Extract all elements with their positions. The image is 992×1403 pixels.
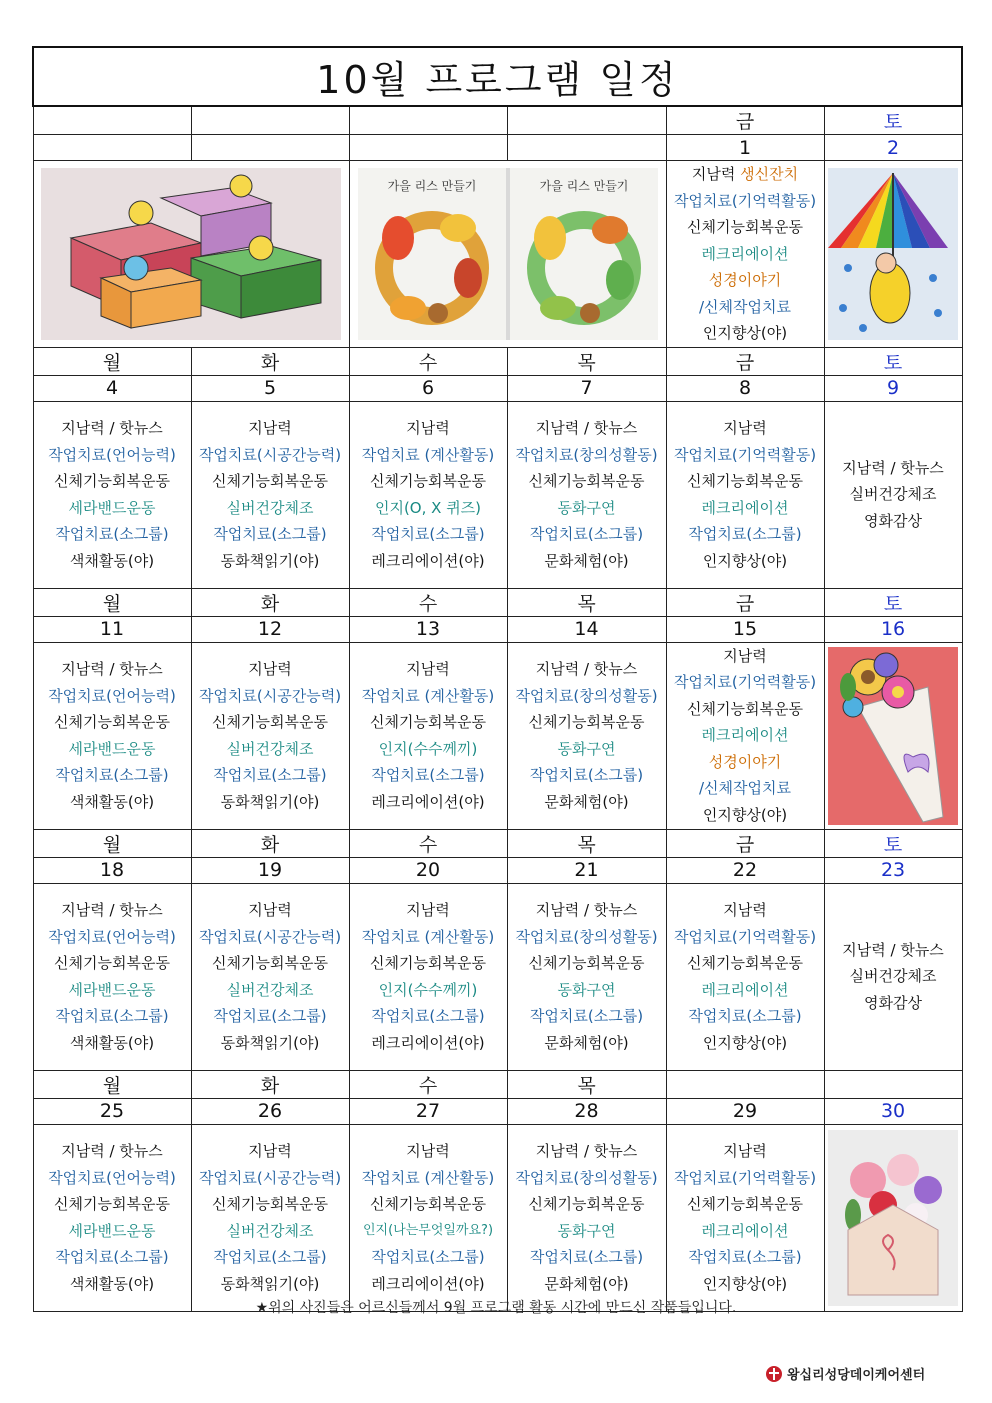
activity-item: 인지(수수께끼) — [378, 739, 478, 758]
activity-item: 작업치료 (계산활동) — [361, 445, 495, 464]
activity-item: 성경이야기 — [708, 752, 782, 771]
dow-cell: 화 — [191, 829, 349, 857]
activity-item: 신체기능회복운동 — [54, 472, 170, 490]
activity-item: 색채활동(야) — [69, 551, 155, 570]
activity-item: 영화감상 — [864, 511, 923, 530]
activity-item: 작업치료(시공간능력) — [198, 927, 342, 946]
activity-item: 지남력 — [248, 1142, 292, 1160]
activity-cell-friday — [666, 401, 824, 588]
activity-item: 지남력 / 핫뉴스 — [61, 660, 163, 678]
activity-item: 신체기능회복운동 — [528, 954, 645, 972]
activity-item: 동화구연 — [557, 498, 616, 517]
dow-cell: 목 — [507, 588, 666, 616]
activity-item: 지남력 / 핫뉴스 — [842, 940, 944, 959]
activity-cell-monday — [33, 883, 191, 1070]
activity-item: 신체기능회복운동 — [528, 1195, 645, 1213]
activity-item: 작업치료(소그룹) — [371, 1007, 485, 1025]
activity-item: 작업치료(기억력활동) — [673, 673, 817, 692]
activity-item: 색채활동(야) — [69, 1033, 155, 1052]
activity-item: 작업치료(소그룹) — [55, 1248, 169, 1266]
date-cell-saturday: 30 — [824, 1098, 962, 1124]
activity-item: 작업치료(소그룹) — [371, 1248, 485, 1266]
wreath-photo-label: 가을 리스 만들기 — [539, 178, 628, 193]
activity-item: 작업치료(창의성활동) — [515, 686, 658, 705]
activity-item: 작업치료(소그룹) — [529, 1007, 644, 1025]
activity-item: 신체기능회복운동 — [687, 472, 803, 490]
dow-cell: 금 — [666, 347, 824, 375]
center-logo — [765, 1364, 925, 1383]
activity-item: 동화책읽기(야) — [220, 1274, 320, 1293]
activity-item: 신체기능회복운동 — [528, 472, 645, 490]
activity-item: 작업치료(기억력활동) — [673, 1168, 817, 1187]
activity-item: 신체기능회복운동 — [54, 713, 170, 731]
date-cell: 4 — [33, 375, 191, 401]
dow-cell-saturday: 토 — [824, 106, 962, 135]
activity-cell-tuesday — [191, 642, 349, 829]
dow-cell: 수 — [349, 1070, 507, 1098]
date-cell: 25 — [33, 1098, 191, 1124]
activity-item: 작업치료(창의성활동) — [515, 1168, 658, 1187]
photo-cell-flower-bouquet — [824, 642, 962, 829]
dow-cell: 목 — [507, 347, 666, 375]
page-title: 10월 프로그램 일정 — [316, 58, 679, 102]
activity-item: 세라밴드운동 — [68, 1221, 156, 1240]
activity-item: 지남력 — [406, 419, 450, 437]
date-cell-saturday: 23 — [824, 857, 962, 883]
activity-item: 지남력 — [406, 660, 450, 678]
activity-item: 작업치료(소그룹) — [529, 525, 644, 543]
activity-item: 지남력 — [723, 419, 767, 437]
activity-item: 세라밴드운동 — [68, 739, 156, 758]
activity-item: 작업치료(소그룹) — [55, 766, 169, 784]
activity-item: 지남력 / 핫뉴스 — [535, 660, 638, 678]
center-emblem-icon — [765, 1365, 783, 1383]
date-cell: 21 — [507, 857, 666, 883]
activity-item: 지남력 — [691, 165, 736, 183]
activity-item: 작업치료(소그룹) — [529, 766, 644, 784]
activity-item: 영화감상 — [864, 993, 923, 1012]
activity-item: 지남력 / 핫뉴스 — [61, 1142, 163, 1160]
activity-item: 작업치료(기억력활동) — [673, 927, 817, 946]
dow-cell: 월 — [33, 588, 191, 616]
activity-item: 동화구연 — [557, 1221, 616, 1240]
dow-cell: 금 — [666, 106, 824, 135]
activity-item: 동화책읽기(야) — [220, 792, 320, 811]
activity-item: 실버건강체조 — [226, 498, 314, 517]
dow-cell: 목 — [507, 1070, 666, 1098]
activity-item: 실버건강체조 — [226, 1221, 314, 1240]
date-cell: 15 — [666, 616, 824, 642]
activity-cell-tuesday — [191, 401, 349, 588]
activity-item: 작업치료(소그룹) — [688, 1248, 802, 1266]
activity-item: 인지향상(야) — [702, 324, 788, 342]
dow-cell: 금 — [666, 829, 824, 857]
activity-item: 신체기능회복운동 — [212, 713, 328, 731]
activity-item: 인지향상(야) — [702, 805, 788, 824]
umbrella-artwork-image — [828, 168, 958, 340]
activity-cell-wednesday — [349, 401, 507, 588]
activity-item: 색채활동(야) — [69, 792, 155, 811]
activity-cell-friday — [666, 1124, 824, 1311]
activity-item: 지남력 — [723, 901, 767, 919]
activity-item: 지남력 — [723, 646, 767, 665]
activity-item: 인지향상(야) — [702, 551, 788, 570]
activity-item: 문화체험(야) — [544, 792, 629, 811]
dow-cell — [191, 106, 349, 135]
activity-item: 동화구연 — [557, 980, 616, 999]
date-cell: 29 — [666, 1098, 824, 1124]
dow-cell: 목 — [507, 829, 666, 857]
dow-cell: 수 — [349, 829, 507, 857]
activity-item: 지남력 / 핫뉴스 — [535, 419, 638, 437]
activity-item: 인지(O, X 퀴즈) — [374, 498, 482, 517]
activity-item: 작업치료(언어능력) — [48, 445, 176, 464]
date-cell: 20 — [349, 857, 507, 883]
activity-item-birthday: 생신잔치 — [740, 165, 799, 183]
date-cell: 27 — [349, 1098, 507, 1124]
date-cell: 14 — [507, 616, 666, 642]
activity-item: 지남력 / 핫뉴스 — [535, 901, 638, 919]
activity-item: 작업치료(소그룹) — [371, 525, 485, 543]
activity-item: 레크리에이션 — [701, 1221, 789, 1240]
activity-item: 작업치료(기억력활동) — [673, 445, 817, 464]
activity-item: 작업치료(소그룹) — [529, 1248, 644, 1266]
activity-item: 지남력 — [406, 901, 450, 919]
activity-cell-thursday — [507, 1124, 666, 1311]
activity-item: 지남력 — [248, 660, 292, 678]
activity-cell-wednesday — [349, 883, 507, 1070]
activity-item: 신체기능회복운동 — [370, 954, 486, 972]
activity-item: 지남력 / 핫뉴스 — [535, 1142, 638, 1160]
flower-pocket-artwork-image — [828, 1130, 958, 1306]
photo-cell-flower-pocket — [824, 1124, 962, 1311]
activity-cell-tuesday — [191, 1124, 349, 1311]
date-cell — [191, 135, 349, 161]
activity-item: 작업치료(기억력활동) — [673, 191, 817, 210]
activity-item: 인지향상(야) — [702, 1033, 788, 1052]
activity-item: 지남력 / 핫뉴스 — [842, 458, 944, 477]
activity-item: 신체기능회복운동 — [370, 1195, 486, 1213]
date-cell-saturday: 2 — [824, 135, 962, 161]
activity-item: 작업치료(소그룹) — [55, 1007, 169, 1025]
date-cell: 12 — [191, 616, 349, 642]
dow-cell — [666, 1070, 824, 1098]
activity-item: 신체기능회복운동 — [54, 954, 170, 972]
activity-item: /신체작업치료 — [699, 779, 791, 798]
activity-item: 신체기능회복운동 — [370, 472, 486, 490]
activity-item: 세라밴드운동 — [68, 498, 156, 517]
activity-item: 신체기능회복운동 — [528, 713, 645, 731]
dow-cell: 수 — [349, 588, 507, 616]
activity-item: 실버건강체조 — [849, 967, 937, 986]
activity-cell-thursday — [507, 401, 666, 588]
activity-item: 신체기능회복운동 — [54, 1195, 170, 1213]
activity-item: 지남력 / 핫뉴스 — [61, 901, 163, 919]
activity-cell-saturday — [824, 401, 962, 588]
date-cell: 28 — [507, 1098, 666, 1124]
activity-item: 지남력 — [248, 419, 292, 437]
activity-item: 신체기능회복운동 — [687, 1195, 803, 1213]
activity-item: 신체기능회복운동 — [687, 218, 803, 236]
dow-cell: 화 — [191, 1070, 349, 1098]
photo-cell-gift-boxes — [33, 161, 349, 348]
activity-item: 지남력 — [723, 1142, 767, 1160]
activity-item: 작업치료(시공간능력) — [198, 686, 342, 705]
center-name: 왕십리성당데이케어센터 — [787, 1368, 926, 1383]
dow-cell-saturday: 토 — [824, 588, 962, 616]
activity-item: 작업치료(시공간능력) — [198, 1168, 342, 1187]
date-cell: 6 — [349, 375, 507, 401]
date-cell — [349, 135, 507, 161]
activity-cell-thursday — [507, 883, 666, 1070]
date-cell — [507, 135, 666, 161]
dow-cell: 월 — [33, 1070, 191, 1098]
activity-cell-monday — [33, 1124, 191, 1311]
dow-cell-saturday: 토 — [824, 347, 962, 375]
activity-item: 문화체험(야) — [544, 551, 629, 570]
activity-item: 지남력 — [248, 901, 292, 919]
activity-item: 동화책읽기(야) — [220, 1033, 320, 1052]
dow-cell — [33, 106, 191, 135]
activity-item: 레크리에이션 — [701, 244, 789, 263]
date-cell — [33, 135, 191, 161]
activity-cell-friday — [666, 642, 824, 829]
dow-cell-saturday — [824, 1070, 962, 1098]
activity-item: 실버건강체조 — [849, 485, 937, 504]
activity-item: 신체기능회복운동 — [687, 954, 803, 972]
date-cell: 18 — [33, 857, 191, 883]
dow-cell — [349, 106, 507, 135]
dow-cell: 수 — [349, 347, 507, 375]
activity-cell-wednesday — [349, 1124, 507, 1311]
page-title-cell — [33, 47, 962, 106]
activity-item: 작업치료(소그룹) — [55, 525, 169, 543]
activity-item: 동화구연 — [557, 739, 616, 758]
activity-item: 신체기능회복운동 — [370, 713, 486, 731]
activity-item: 레크리에이션(야) — [371, 1274, 485, 1293]
activity-cell-thursday — [507, 642, 666, 829]
activity-item: 레크리에이션 — [701, 726, 789, 745]
activity-cell-monday — [33, 642, 191, 829]
gift-boxes-artwork-image — [41, 168, 341, 340]
activity-item: 실버건강체조 — [226, 739, 314, 758]
photo-cell-umbrella — [824, 161, 962, 348]
activity-item: 레크리에이션(야) — [371, 551, 485, 570]
activity-cell-friday — [666, 883, 824, 1070]
activity-item: 작업치료(소그룹) — [688, 525, 802, 543]
dow-cell-saturday: 토 — [824, 829, 962, 857]
dow-cell: 월 — [33, 347, 191, 375]
activity-item: 작업치료(언어능력) — [48, 927, 176, 946]
activity-item: 작업치료(소그룹) — [688, 1007, 802, 1025]
activity-item: 작업치료(시공간능력) — [198, 445, 342, 464]
activity-item: 레크리에이션 — [701, 498, 789, 517]
activity-item: 작업치료(소그룹) — [213, 766, 327, 784]
date-cell: 7 — [507, 375, 666, 401]
date-cell-saturday: 9 — [824, 375, 962, 401]
activity-item: 인지향상(야) — [702, 1274, 788, 1293]
activity-cell-tuesday — [191, 883, 349, 1070]
activity-item: 작업치료(소그룹) — [213, 1007, 327, 1025]
activity-item: 레크리에이션(야) — [371, 1033, 485, 1052]
activity-item: 지남력 — [406, 1142, 450, 1160]
activity-cell-saturday — [824, 883, 962, 1070]
activity-item: 신체기능회복운동 — [687, 699, 803, 718]
date-cell: 1 — [666, 135, 824, 161]
activity-item: 작업치료 (계산활동) — [361, 686, 495, 705]
date-cell: 19 — [191, 857, 349, 883]
activity-item: 색채활동(야) — [69, 1274, 155, 1293]
activity-item: 작업치료(언어능력) — [48, 686, 176, 705]
autumn-wreath-artwork-image — [358, 168, 658, 340]
activity-item: 작업치료(언어능력) — [48, 1168, 176, 1187]
date-cell: 13 — [349, 616, 507, 642]
date-cell: 26 — [191, 1098, 349, 1124]
activity-cell-wednesday — [349, 642, 507, 829]
flower-bouquet-artwork-image — [828, 647, 958, 825]
activity-item: 문화체험(야) — [544, 1033, 629, 1052]
wreath-photo-label: 가을 리스 만들기 — [387, 178, 476, 193]
activity-item: 문화체험(야) — [544, 1274, 629, 1293]
activity-item: 작업치료(창의성활동) — [515, 445, 658, 464]
activity-item: 인지(나는무엇일까요?) — [362, 1222, 494, 1238]
photo-cell-autumn-wreaths — [349, 161, 666, 348]
dow-cell: 금 — [666, 588, 824, 616]
schedule-table — [32, 46, 963, 1312]
date-cell: 22 — [666, 857, 824, 883]
activity-item: 동화책읽기(야) — [220, 551, 320, 570]
activity-item: 작업치료(소그룹) — [213, 525, 327, 543]
activity-cell-monday — [33, 401, 191, 588]
activity-item: 신체기능회복운동 — [212, 472, 328, 490]
activity-item: 작업치료 (계산활동) — [361, 927, 495, 946]
dow-cell: 화 — [191, 588, 349, 616]
date-cell: 5 — [191, 375, 349, 401]
activity-item: 레크리에이션(야) — [371, 792, 485, 811]
activity-item: 세라밴드운동 — [68, 980, 156, 999]
date-cell: 8 — [666, 375, 824, 401]
date-cell: 11 — [33, 616, 191, 642]
activity-item: 인지(수수께끼) — [378, 980, 478, 999]
footer-note: ★위의 사진들은 어르신들께서 9월 프로그램 활동 시간에 만드신 작품들입니다. — [255, 1300, 737, 1316]
dow-cell: 화 — [191, 347, 349, 375]
date-cell-saturday: 16 — [824, 616, 962, 642]
activity-item: 신체기능회복운동 — [212, 954, 328, 972]
activity-item: 지남력 / 핫뉴스 — [61, 419, 163, 437]
activity-item: 레크리에이션 — [701, 980, 789, 999]
activity-item: 작업치료(소그룹) — [371, 766, 485, 784]
dow-cell: 월 — [33, 829, 191, 857]
activity-item: 실버건강체조 — [226, 980, 314, 999]
activity-item: 신체기능회복운동 — [212, 1195, 328, 1213]
dow-cell — [507, 106, 666, 135]
activity-item: 작업치료(창의성활동) — [515, 927, 658, 946]
activity-cell-oct-1 — [666, 161, 824, 348]
activity-item: 성경이야기 — [708, 271, 782, 289]
activity-item: /신체작업치료 — [699, 297, 791, 316]
activity-item: 작업치료(소그룹) — [213, 1248, 327, 1266]
activity-item: 작업치료 (계산활동) — [361, 1168, 495, 1187]
